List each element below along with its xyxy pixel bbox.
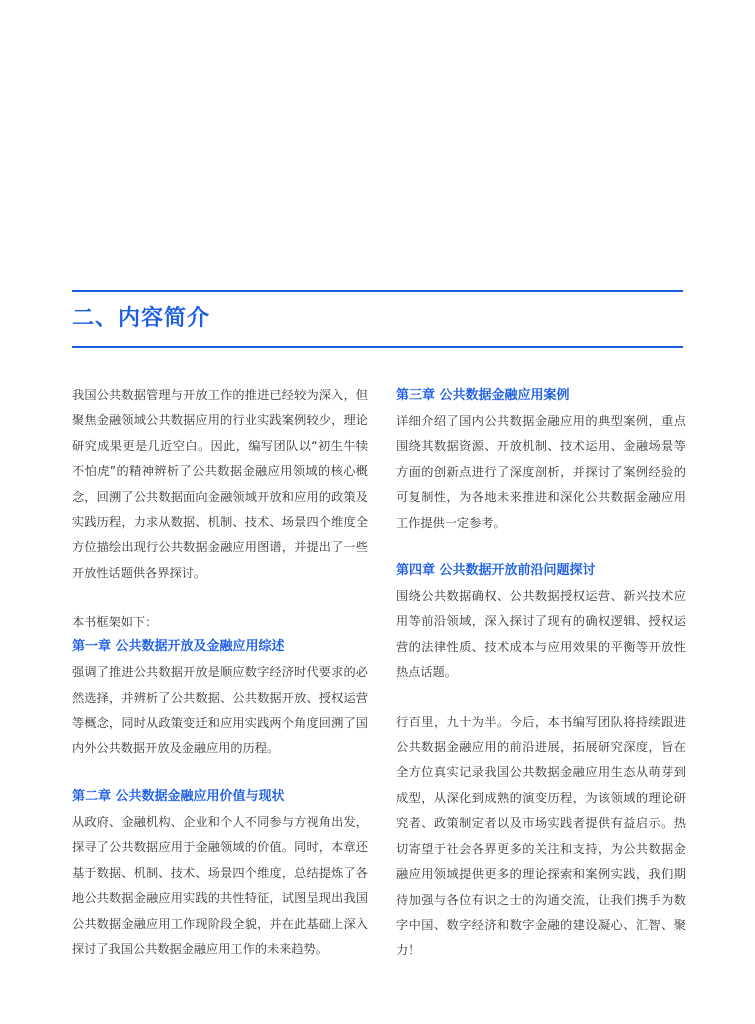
section-bottom-rule [72, 346, 683, 348]
section-title: 二、内容简介 [72, 306, 211, 331]
chapter-4-title: 第四章 公共数据开放前沿问题探讨 [396, 563, 596, 579]
left-column [72, 383, 368, 962]
right-column [396, 383, 686, 964]
chapter-2-body: 从政府、金融机构、企业和个人不同参与方视角出发，探寻了公共数据应用于金融领域的价值。同时，本章还基于数据、机制、技术、场景四个维度，总结提炼了各地公共数据金融应用实践的共性特征，试图呈现出我国公共数据金融应用工作现阶段全貌，并在此基础上深入探讨了我国公共数据金融应用工作的未来趋势。 [72, 814, 368, 956]
chapter-2-title: 第二章 公共数据金融应用价值与现状 [72, 788, 285, 804]
chapter-1-body: 强调了推进公共数据开放是顺应数字经济时代要求的必然选择，并辨析了公共数据、公共数据开放、授权运营等概念，同时从政策变迁和应用实践两个角度回溯了国内外公共数据开放及金融应用的历程。 [72, 665, 368, 756]
closing-paragraph: 行百里，九十为半。今后，本书编写团队将持续跟进公共数据金融应用的前沿进展，拓展研究深度，旨在全方位真实记录我国公共数据金融应用生态从萌芽到成型，从深化到成熟的演变历程，为该领域的理论研究者、政策制定者以及市场实践者提供有益启示。热切寄望于社会各界更多的关注和支持，为公共数据金融应用领域提供更多的理论探索和案例实践，我们期待加强与各位有识之士的沟通交流，让我们携手为数字中国、数字经济和数字金融的建设凝心、汇智、聚力！ [396, 714, 686, 958]
intro-paragraph: 我国公共数据管理与开放工作的推进已经较为深入，但聚焦金融领域公共数据应用的行业实践案例较少，理论研究成果更是几近空白。因此，编写团队以“初生牛犊不怕虎”的精神辨析了公共数据金融应用领域的核心概念，回溯了公共数据面向金融领域开放和应用的政策及实践历程，力求从数据、机制、技术、场景四个维度全方位描绘出现行公共数据金融应用图谱，并提出了一些开放性话题供各界探讨。 [72, 388, 368, 580]
chapter-4-body: 围绕公共数据确权、公共数据授权运营、新兴技术应用等前沿领域，深入探讨了现有的确权逻辑、授权运营的法律性质、技术成本与应用效果的平衡等开放性热点话题。 [396, 589, 686, 680]
chapter-1-title: 第一章 公共数据开放及金融应用综述 [72, 639, 285, 655]
section-top-rule [72, 290, 683, 292]
chapter-3-body: 详细介绍了国内公共数据金融应用的典型案例，重点围绕其数据资源、开放机制、技术运用、金融场景等方面的创新点进行了深度剖析，并探讨了案例经验的可复制性，为各地未来推进和深化公共数据金融应用工作提供一定参考。 [396, 414, 686, 530]
framework-label: 本书框架如下： [72, 615, 158, 630]
chapter-3-title: 第三章 公共数据金融应用案例 [396, 388, 570, 403]
